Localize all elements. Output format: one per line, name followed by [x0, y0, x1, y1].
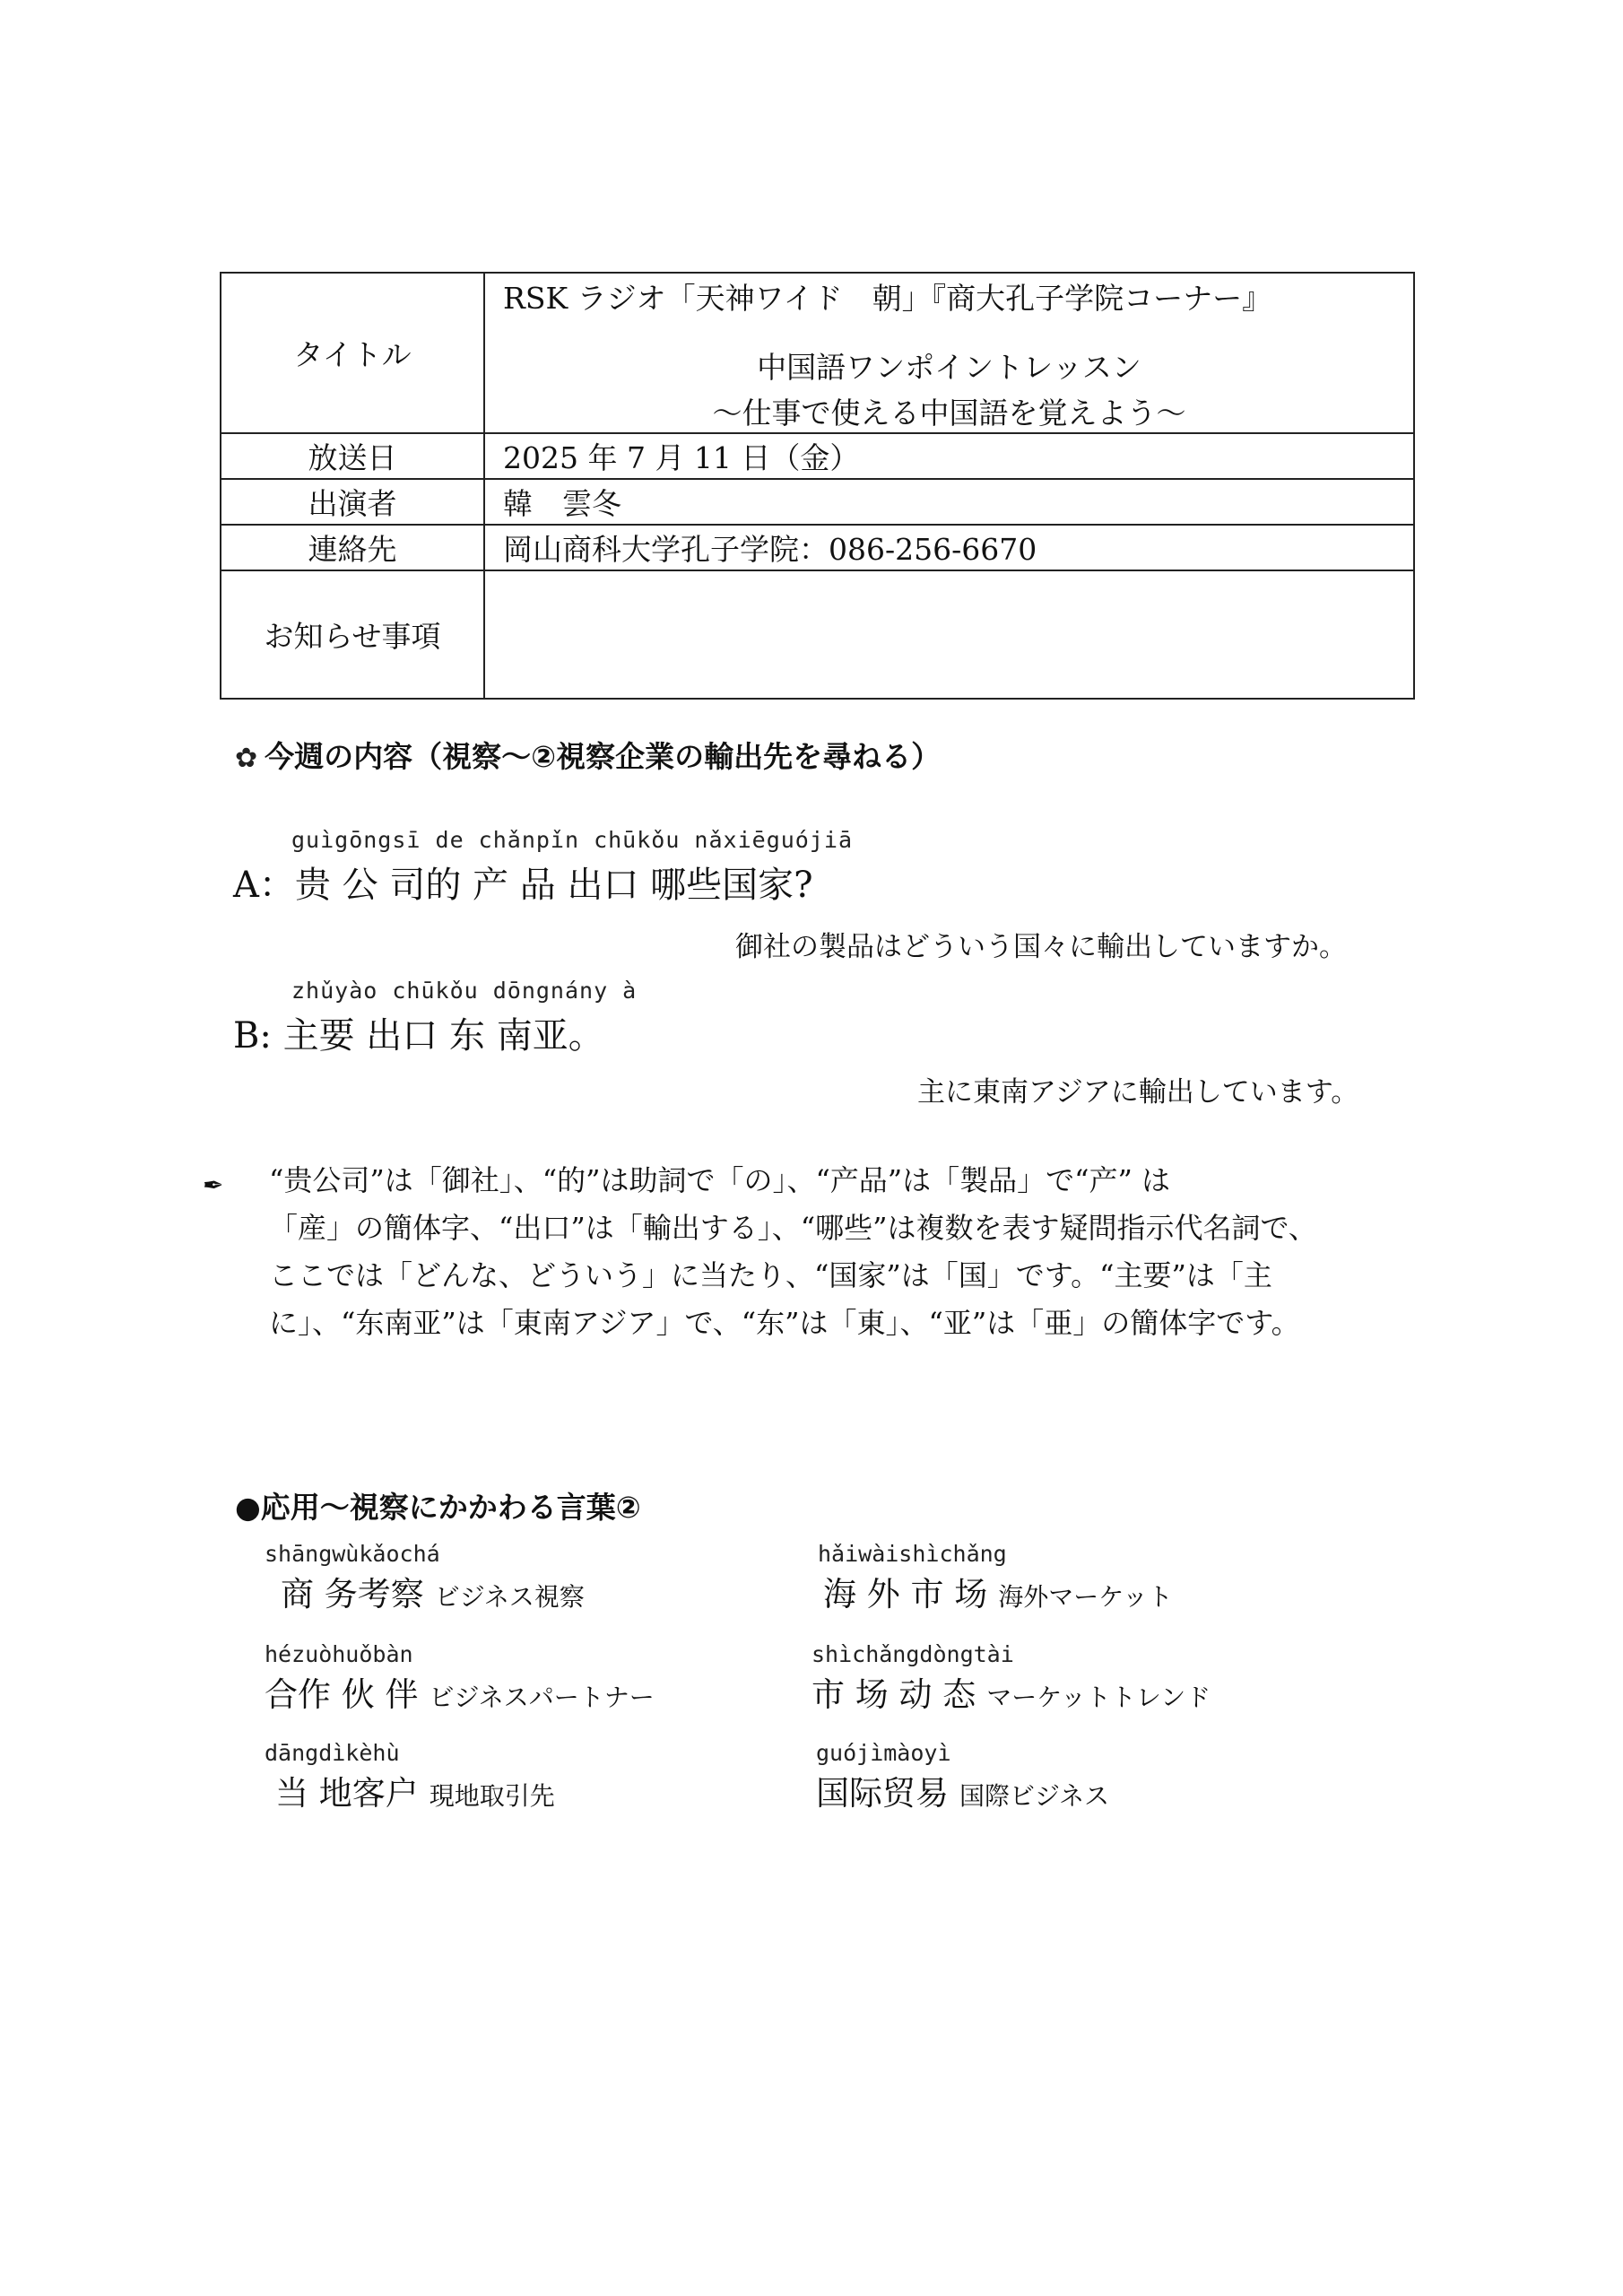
section2-heading-text: 応用～視察にかかわる言葉②	[260, 1490, 641, 1525]
vocab-japanese: 海外マーケット	[998, 1582, 1173, 1612]
label-date: 放送日	[221, 433, 484, 479]
vocab-pinyin: shāngwùkǎochá	[265, 1541, 440, 1567]
table-row-notice	[221, 570, 1414, 699]
vocab-pinyin: hézuòhuǒbàn	[265, 1641, 413, 1667]
vocab-item	[265, 1740, 555, 1814]
vocab-chinese: 市 场 动 态	[812, 1675, 976, 1714]
label-notice: お知らせ事項	[221, 570, 484, 699]
table-row-title	[221, 273, 1414, 433]
section-heading-application	[235, 1484, 641, 1526]
pinyin-b: zhǔyào chūkǒu dōngnány à	[291, 978, 638, 1004]
pinyin-a: guìgōngsī de chǎnpǐn chūkǒu nǎxiēguójiā	[291, 827, 853, 853]
vocab-japanese: 現地取引先	[429, 1781, 555, 1811]
sentence-b	[233, 1007, 604, 1058]
table-row-date	[221, 433, 1414, 479]
translation-b: 主に東南アジアに輸出しています。	[917, 1076, 1359, 1109]
flower-icon: ✿	[235, 743, 258, 774]
value-date: 2025 年 7 月 11 日（金）	[484, 433, 1414, 479]
title-program: RSK ラジオ「天神ワイド 朝」『商大孔子学院コーナー』	[503, 281, 1272, 316]
vocab-item	[816, 1740, 1109, 1814]
vocab-item	[812, 1641, 1211, 1716]
vocab-japanese: 国際ビジネス	[959, 1781, 1110, 1811]
chinese-b: 主要 出口 东 南亚。	[282, 1015, 604, 1057]
title-cell	[484, 273, 1414, 433]
vocab-pinyin: guójìmàoyì	[816, 1740, 951, 1766]
sentence-a	[233, 857, 813, 908]
note-line: に」、“东南亚”は「東南アジア」で、“东”は「東」、“亚”は「亜」の簡体字です。	[269, 1306, 1300, 1340]
speaker-b: B:	[233, 1015, 272, 1057]
label-title: タイトル	[221, 273, 484, 433]
chinese-a: 贵 公 司的 产 品 出口 哪些国家?	[294, 865, 813, 906]
vocab-chinese: 国际贸易	[816, 1774, 949, 1813]
section-heading-this-week	[235, 734, 941, 776]
vocab-japanese: マーケットトレンド	[986, 1683, 1211, 1712]
vocab-chinese: 海 外 市 场	[823, 1575, 988, 1613]
value-notice	[484, 570, 1414, 699]
vocab-japanese: ビジネスパートナー	[429, 1683, 655, 1712]
vocab-item	[818, 1541, 1173, 1615]
title-subtitle: ～仕事で使える中国語を覚えよう～	[712, 396, 1186, 430]
section1-heading-text: 今週の内容（視察～②視察企業の輸出先を尋ねる）	[265, 739, 942, 774]
vocab-pinyin: hǎiwàishìchǎng	[818, 1541, 1007, 1567]
table-row-performer	[221, 479, 1414, 525]
table-row-contact	[221, 525, 1414, 570]
value-contact: 岡山商科大学孔子学院：086-256-6670	[484, 525, 1414, 570]
note-line: 「産」の簡体字、“出口”は「輸出する」、“哪些”は複数を表す疑問指示代名詞で、	[269, 1211, 1317, 1245]
note-line: “贵公司”は「御社」、“的”は助詞で「の」、“产品”は「製品」で“产” は	[269, 1163, 1171, 1197]
pen-pointer-icon: ✒	[203, 1170, 224, 1200]
vocab-chinese: 当 地客户	[275, 1774, 419, 1813]
bullet-dot-icon: ●	[235, 1490, 261, 1525]
vocab-chinese: 商 务考察	[281, 1575, 424, 1613]
vocab-pinyin: dāngdìkèhù	[265, 1740, 400, 1766]
info-table	[220, 272, 1415, 700]
note-line: ここでは「どんな、どういう」に当たり、“国家”は「国」です。“主要”は「主	[269, 1258, 1272, 1292]
label-performer: 出演者	[221, 479, 484, 525]
speaker-a: A：	[233, 865, 295, 906]
vocab-item	[265, 1541, 585, 1615]
vocab-pinyin: shìchǎngdòngtài	[812, 1641, 1014, 1667]
vocab-chinese: 合作 伙 伴	[265, 1675, 419, 1714]
explanation-note	[269, 1157, 1426, 1347]
title-lesson: 中国語ワンポイントレッスン	[757, 350, 1141, 385]
value-performer: 韓 雲冬	[484, 479, 1414, 525]
translation-a: 御社の製品はどういう国々に輸出していますか。	[735, 931, 1347, 963]
vocab-japanese: ビジネス視察	[434, 1582, 585, 1612]
label-contact: 連絡先	[221, 525, 484, 570]
vocab-item	[265, 1641, 655, 1716]
